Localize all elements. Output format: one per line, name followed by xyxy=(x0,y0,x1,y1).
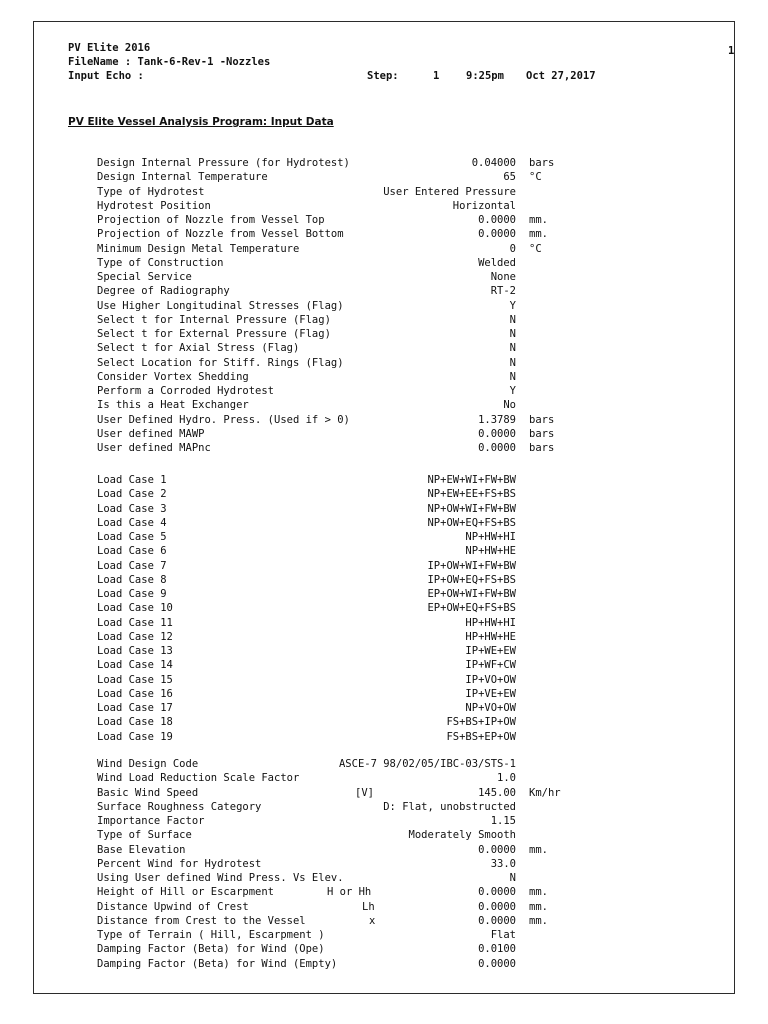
wind-rows-row xyxy=(0,915,768,929)
load-cases-row xyxy=(0,702,768,716)
wind-rows-row xyxy=(0,858,768,872)
wind-rows-row xyxy=(0,829,768,843)
row-value: HP+HW+HI xyxy=(465,616,516,629)
row-value: N xyxy=(509,370,516,383)
design-rows-row xyxy=(0,214,768,228)
row-unit: mm. xyxy=(529,843,548,856)
design-rows-row xyxy=(0,342,768,356)
row-value: EP+OW+EQ+FS+BS xyxy=(427,602,516,615)
row-symbol: x xyxy=(369,914,376,927)
row-label: Consider Vortex Shedding xyxy=(97,370,249,383)
row-value: Moderately Smooth xyxy=(408,829,516,842)
design-rows-row xyxy=(0,171,768,185)
row-label: Surface Roughness Category xyxy=(97,800,262,813)
row-label: Type of Hydrotest xyxy=(97,185,205,198)
row-label: Type of Surface xyxy=(97,829,192,842)
design-rows-row xyxy=(0,328,768,342)
row-value: 0.0000 xyxy=(478,427,516,440)
row-label: Is this a Heat Exchanger xyxy=(97,399,249,412)
row-value: NP+VO+OW xyxy=(465,702,516,714)
row-label: User Defined Hydro. Press. (Used if > 0) xyxy=(97,413,350,426)
row-unit: mm. xyxy=(529,228,548,241)
row-value: 0.0000 xyxy=(478,214,516,226)
row-value: User Entered Pressure xyxy=(383,185,516,198)
row-value: 0.0000 xyxy=(478,442,516,454)
row-label: Select t for Internal Pressure (Flag) xyxy=(97,313,331,326)
row-unit: bars xyxy=(529,413,555,426)
design-rows-row xyxy=(0,243,768,257)
row-label: Distance from Crest to the Vessel xyxy=(97,914,306,927)
load-cases-row xyxy=(0,631,768,645)
row-label: User defined MAWP xyxy=(97,427,205,440)
row-unit: mm. xyxy=(529,900,548,913)
time-stamp: 9:25pm xyxy=(466,70,504,82)
design-rows-row xyxy=(0,200,768,214)
row-value: RT-2 xyxy=(490,285,516,298)
row-label: Load Case 17 xyxy=(97,702,173,714)
row-value: NP+OW+WI+FW+BW xyxy=(427,502,516,515)
wind-rows-row xyxy=(0,815,768,829)
row-label: Distance Upwind of Crest xyxy=(97,900,249,913)
design-rows-row xyxy=(0,428,768,442)
row-label: Basic Wind Speed xyxy=(97,786,199,799)
row-label: Load Case 6 xyxy=(97,545,167,558)
load-cases-row xyxy=(0,531,768,545)
design-rows-row xyxy=(0,414,768,428)
section-title: PV Elite Vessel Analysis Program: Input Data xyxy=(68,116,334,128)
row-label: Importance Factor xyxy=(97,815,205,827)
load-cases-row xyxy=(0,659,768,673)
row-value: N xyxy=(509,356,516,369)
row-label: Load Case 4 xyxy=(97,516,167,529)
design-rows-row xyxy=(0,357,768,371)
row-value: NP+HW+HI xyxy=(465,531,516,543)
design-rows-row xyxy=(0,285,768,299)
row-value: No xyxy=(503,399,516,412)
row-unit: mm. xyxy=(529,914,548,927)
row-value: NP+EW+EE+FS+BS xyxy=(427,488,516,501)
row-label: Select t for External Pressure (Flag) xyxy=(97,328,331,340)
design-rows-row xyxy=(0,271,768,285)
load-cases-row xyxy=(0,574,768,588)
row-label: Use Higher Longitudinal Stresses (Flag) xyxy=(97,299,344,312)
row-unit: mm. xyxy=(529,214,548,226)
row-label: Wind Design Code xyxy=(97,758,199,770)
row-value: ASCE-7 98/02/05/IBC-03/STS-1 xyxy=(338,758,516,770)
row-value: IP+WE+EW xyxy=(465,645,516,657)
row-value: 1.3789 xyxy=(478,413,516,426)
load-cases-row xyxy=(0,645,768,659)
load-cases-row xyxy=(0,474,768,488)
design-rows-row xyxy=(0,157,768,171)
load-cases-row xyxy=(0,688,768,702)
wind-rows-row xyxy=(0,844,768,858)
load-cases-row xyxy=(0,560,768,574)
row-value: FS+BS+EP+OW xyxy=(446,730,516,743)
row-label: Load Case 10 xyxy=(97,602,173,615)
row-unit: mm. xyxy=(529,886,548,899)
row-unit: °C xyxy=(529,171,542,184)
design-rows-row xyxy=(0,442,768,456)
wind-rows-row xyxy=(0,958,768,972)
design-rows-row xyxy=(0,371,768,385)
row-value: EP+OW+WI+FW+BW xyxy=(427,588,516,600)
row-label: Load Case 5 xyxy=(97,531,167,543)
step-label: Step: xyxy=(367,70,399,82)
row-value: NP+HW+HE xyxy=(465,545,516,558)
design-rows-row xyxy=(0,257,768,271)
row-unit: bars xyxy=(529,427,555,440)
row-label: Design Internal Temperature xyxy=(97,171,268,184)
row-label: Percent Wind for Hydrotest xyxy=(97,857,262,870)
row-label: Load Case 7 xyxy=(97,559,167,572)
wind-rows-row xyxy=(0,901,768,915)
wind-rows-row xyxy=(0,943,768,957)
row-value: IP+OW+EQ+FS+BS xyxy=(427,573,516,586)
row-label: Load Case 1 xyxy=(97,474,167,486)
wind-rows-row xyxy=(0,758,768,772)
row-value: N xyxy=(509,342,516,355)
row-label: Using User defined Wind Press. Vs Elev. xyxy=(97,872,344,884)
row-value: IP+WF+CW xyxy=(465,659,516,672)
row-value: Flat xyxy=(490,929,516,941)
row-value: IP+VO+OW xyxy=(465,673,516,686)
row-value: N xyxy=(509,872,516,884)
row-label: Type of Terrain ( Hill, Escarpment ) xyxy=(97,929,325,941)
row-label: Design Internal Pressure (for Hydrotest) xyxy=(97,157,350,169)
row-label: Projection of Nozzle from Vessel Bottom xyxy=(97,228,344,241)
row-unit: °C xyxy=(529,242,542,255)
row-label: Load Case 12 xyxy=(97,630,173,643)
load-cases-row xyxy=(0,588,768,602)
load-cases-row xyxy=(0,517,768,531)
wind-rows-row xyxy=(0,929,768,943)
load-cases-row xyxy=(0,674,768,688)
row-label: Load Case 11 xyxy=(97,616,173,629)
row-label: Load Case 14 xyxy=(97,659,173,672)
row-value: IP+VE+EW xyxy=(465,687,516,700)
row-value: D: Flat, unobstructed xyxy=(383,800,516,813)
load-cases-row xyxy=(0,731,768,745)
row-label: Select Location for Stiff. Rings (Flag) xyxy=(97,356,344,369)
row-unit: Km/hr xyxy=(529,786,561,799)
load-cases-row xyxy=(0,488,768,502)
row-label: Damping Factor (Beta) for Wind (Empty) xyxy=(97,957,338,970)
row-value: 1.15 xyxy=(490,815,516,827)
design-rows-row xyxy=(0,399,768,413)
wind-rows-row xyxy=(0,872,768,886)
row-label: Load Case 9 xyxy=(97,588,167,600)
row-label: User defined MAPnc xyxy=(97,442,211,454)
row-value: 0.0000 xyxy=(478,914,516,927)
row-value: IP+OW+WI+FW+BW xyxy=(427,559,516,572)
row-symbol: [V] xyxy=(355,786,374,799)
row-label: Load Case 13 xyxy=(97,645,173,657)
row-label: Wind Load Reduction Scale Factor xyxy=(97,772,300,785)
row-label: Load Case 2 xyxy=(97,488,167,501)
row-unit: bars xyxy=(529,157,555,169)
row-label: Projection of Nozzle from Vessel Top xyxy=(97,214,325,226)
input-echo-label: Input Echo : xyxy=(68,70,144,82)
row-label: Select t for Axial Stress (Flag) xyxy=(97,342,300,355)
row-value: N xyxy=(509,328,516,340)
row-label: Load Case 15 xyxy=(97,673,173,686)
row-value: FS+BS+IP+OW xyxy=(446,716,516,729)
row-label: Perform a Corroded Hydrotest xyxy=(97,385,275,397)
row-label: Height of Hill or Escarpment xyxy=(97,886,275,899)
row-value: NP+EW+WI+FW+BW xyxy=(427,474,516,486)
design-rows-row xyxy=(0,300,768,314)
row-unit: bars xyxy=(529,442,555,454)
row-value: 0.0000 xyxy=(478,957,516,970)
row-value: 145.00 xyxy=(478,786,516,799)
row-value: Horizontal xyxy=(452,199,516,212)
row-value: Y xyxy=(509,385,516,397)
row-value: 65 xyxy=(503,171,516,184)
row-label: Load Case 8 xyxy=(97,573,167,586)
row-label: Special Service xyxy=(97,271,192,283)
design-rows-row xyxy=(0,186,768,200)
row-value: NP+OW+EQ+FS+BS xyxy=(427,516,516,529)
wind-rows-row xyxy=(0,787,768,801)
row-value: 0.04000 xyxy=(471,157,516,169)
row-value: 0.0000 xyxy=(478,843,516,856)
load-cases-row xyxy=(0,716,768,730)
load-cases-row xyxy=(0,503,768,517)
step-value: 1 xyxy=(433,70,440,82)
wind-rows-row xyxy=(0,886,768,900)
row-value: 33.0 xyxy=(490,857,516,870)
row-label: Minimum Design Metal Temperature xyxy=(97,242,300,255)
row-label: Type of Construction xyxy=(97,256,224,269)
program-title: PV Elite 2016 xyxy=(68,42,151,54)
row-value: N xyxy=(509,313,516,326)
row-label: Base Elevation xyxy=(97,843,186,856)
row-value: 0.0100 xyxy=(478,943,516,956)
row-label: Load Case 16 xyxy=(97,687,173,700)
design-rows-row xyxy=(0,385,768,399)
row-label: Degree of Radiography xyxy=(97,285,230,298)
row-symbol: H or Hh xyxy=(327,886,372,899)
date-stamp: Oct 27,2017 xyxy=(526,70,596,82)
row-value: None xyxy=(490,271,516,283)
wind-rows-row xyxy=(0,801,768,815)
row-value: Welded xyxy=(478,256,516,269)
wind-rows-row xyxy=(0,772,768,786)
load-cases-row xyxy=(0,617,768,631)
row-value: HP+HW+HE xyxy=(465,630,516,643)
row-label: Damping Factor (Beta) for Wind (Ope) xyxy=(97,943,325,956)
row-label: Load Case 3 xyxy=(97,502,167,515)
load-cases-row xyxy=(0,602,768,616)
page-number: 1 xyxy=(728,45,735,57)
row-value: 0.0000 xyxy=(478,228,516,241)
row-label: Hydrotest Position xyxy=(97,199,211,212)
row-label: Load Case 19 xyxy=(97,730,173,743)
file-name: FileName : Tank-6-Rev-1 -Nozzles xyxy=(68,56,271,68)
row-label: Load Case 18 xyxy=(97,716,173,729)
row-symbol: Lh xyxy=(362,900,375,913)
row-value: 1.0 xyxy=(497,772,516,785)
row-value: 0 xyxy=(509,242,516,255)
row-value: Y xyxy=(509,299,516,312)
row-value: 0.0000 xyxy=(478,886,516,899)
row-value: 0.0000 xyxy=(478,900,516,913)
design-rows-row xyxy=(0,314,768,328)
load-cases-row xyxy=(0,545,768,559)
design-rows-row xyxy=(0,228,768,242)
